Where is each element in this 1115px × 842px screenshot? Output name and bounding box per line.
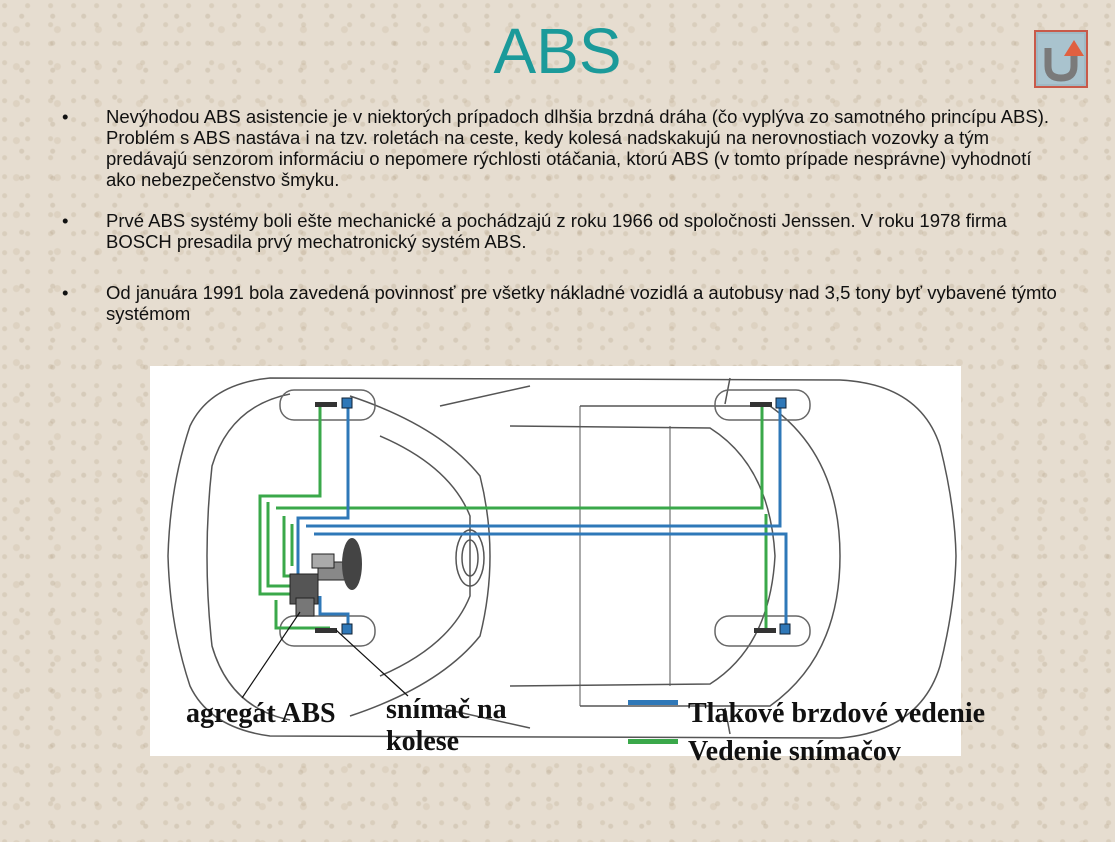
bullet-item <box>62 106 1062 190</box>
bullet-text: Prvé ABS systémy boli ešte mechanické a pochádzajú z roku 1966 od spoločnosti Jenssen. V roku 1978 firma BOSCH presadila prvý mechatronický systém ABS. <box>106 210 1007 252</box>
abs-unit <box>290 538 362 616</box>
sensor-brackets <box>315 402 776 633</box>
wheels <box>280 390 810 646</box>
legend-swatch-brake <box>628 700 678 705</box>
bullet-list <box>62 106 1062 324</box>
u-turn-arrow-icon <box>1036 32 1086 86</box>
brake-lines <box>298 400 786 628</box>
bullet-text: Od januára 1991 bola zavedená povinnosť pre všetky nákladné vozidlá a autobusy nad 3,5 tony byť vybavené týmto systémom <box>106 282 1057 324</box>
legend-label-sensor: Vedenie snímačov <box>688 736 901 767</box>
page-title: ABS <box>493 15 622 87</box>
bullet-marker: • <box>62 210 69 231</box>
bullet-marker: • <box>62 282 69 303</box>
bullet-marker: • <box>62 106 69 127</box>
wheel-sensors <box>342 398 790 634</box>
leader-lines <box>242 612 408 698</box>
bullet-text: Nevýhodou ABS asistencie je v niektorých prípadoch dlhšia brzdná dráha (čo vyplýva zo samotného princípu ABS). Problém s ABS nastáva i na tzv. roletách na ceste, kedy kolesá nadskakujú na nerovnostiach vozovky a tým predávajú senzorom informáciu o nepomere rýchlosti otáčania, ktorú ABS (v tomto prípade nesprávne) vyhodnotí ako nebezpečenstvo šmyku. <box>106 106 1049 190</box>
legend-swatch-sensor <box>628 739 678 744</box>
back-button[interactable] <box>1034 30 1088 88</box>
legend-label-brake: Tlakové brzdové vedenie <box>688 698 986 729</box>
label-abs-aggregate: agregát ABS <box>186 698 336 729</box>
bullet-item <box>62 210 1062 252</box>
car-outline <box>168 378 956 738</box>
bullet-item <box>62 282 1062 324</box>
label-wheel-sensor: snímač na kolese <box>386 694 507 757</box>
